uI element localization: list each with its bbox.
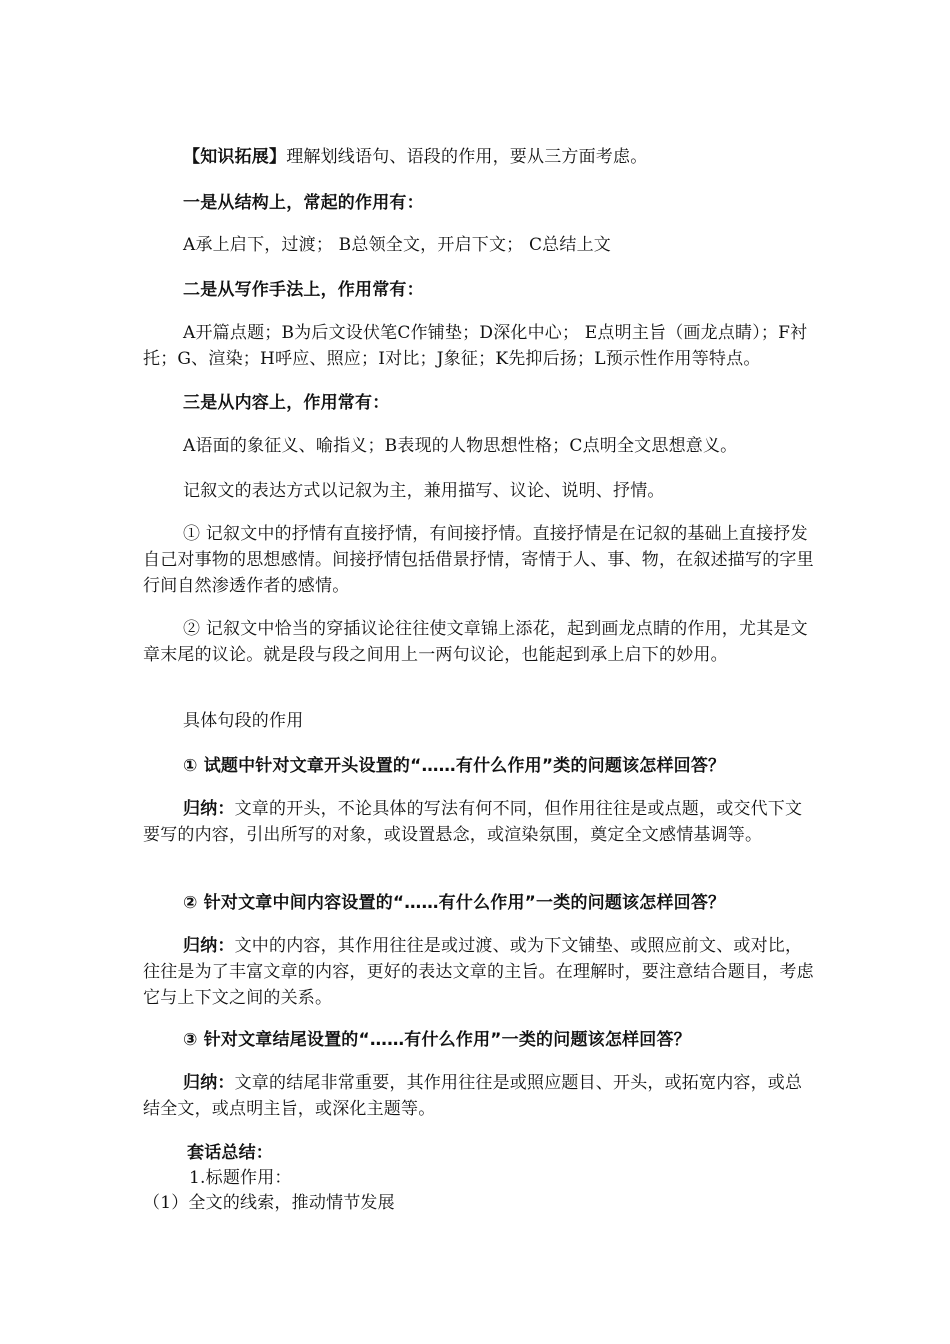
expression-summary: 记叙文的表达方式以记叙为主，兼用描写、议论、说明、抒情。 xyxy=(183,481,665,501)
question-3: ③ 针对文章结尾设置的“……有什么作用”一类的问题该怎样回答？ xyxy=(183,1030,691,1050)
expression-point-1: ① 记叙文中的抒情有直接抒情，有间接抒情。直接抒情是在记叙的基础上直接抒发自己对事物的思想感情。间接抒情包括借景抒情，寄情于人、事、物，在叙述描写的字里行间自然渗透作者的感情。 xyxy=(143,524,814,596)
technique-heading: 二是从写作手法上，作用常有： xyxy=(183,280,424,300)
structure-items: A承上启下，过渡； B总领全文，开启下文； C总结上文 xyxy=(183,235,611,255)
content-items: A语面的象征义、喻指义；B表现的人物思想性格；C点明全文思想意义。 xyxy=(183,436,738,456)
answer-1-text: 文章的开头，不论具体的写法有何不同，但作用往往是或点题，或交代下文要写的内容，引出所写的对象，或设置悬念，或渲染氛围，奠定全文感情基调等。 xyxy=(143,799,803,845)
answer-2 xyxy=(143,933,815,1011)
expression-point-2: ② 记叙文中恰当的穿插议论往往使文章锦上添花，起到画龙点睛的作用，尤其是文章末尾的议论。就是段与段之间用上一两句议论，也能起到承上启下的妙用。 xyxy=(143,619,808,665)
intro-text: 理解划线语句、语段的作用，要从三方面考虑。 xyxy=(286,147,648,167)
technique-items: A开篇点题；B为后文设伏笔C作铺垫；D深化中心； E点明主旨（画龙点睛）；F衬托；G、渲染；H呼应、照应；I对比；J象征；K先抑后扬；L预示性作用等特点。 xyxy=(143,323,808,369)
intro-paragraph xyxy=(143,144,815,170)
specific-title: 具体句段的作用 xyxy=(183,711,304,731)
formula-title: 套话总结： xyxy=(187,1143,273,1163)
question-2: ② 针对文章中间内容设置的“……有什么作用”一类的问题该怎样回答？ xyxy=(183,893,726,913)
answer-3 xyxy=(143,1070,815,1122)
answer-2-label: 归纳： xyxy=(183,936,235,956)
content-heading: 三是从内容上，作用常有： xyxy=(183,393,390,413)
answer-1 xyxy=(143,796,815,848)
answer-1-label: 归纳： xyxy=(183,799,235,819)
answer-2-text: 文中的内容，其作用往往是或过渡、或为下文铺垫、或照应前文、或对比，往往是为了丰富文章的内容，更好的表达文章的主旨。在理解时，要注意结合题目，考虑它与上下文之间的关系。 xyxy=(143,936,814,1008)
formula-item-1-1: （1）全文的线索，推动情节发展 xyxy=(143,1193,395,1213)
intro-label: 【知识拓展】 xyxy=(183,147,287,167)
structure-heading: 一是从结构上，常起的作用有： xyxy=(183,193,424,213)
answer-3-text: 文章的结尾非常重要，其作用往往是或照应题目、开头，或拓宽内容，或总结全文，或点明主旨，或深化主题等。 xyxy=(143,1073,803,1119)
question-1: ① 试题中针对文章开头设置的“……有什么作用”类的问题该怎样回答？ xyxy=(183,756,726,776)
answer-3-label: 归纳： xyxy=(183,1073,235,1093)
formula-item-1: 1.标题作用： xyxy=(189,1168,292,1188)
